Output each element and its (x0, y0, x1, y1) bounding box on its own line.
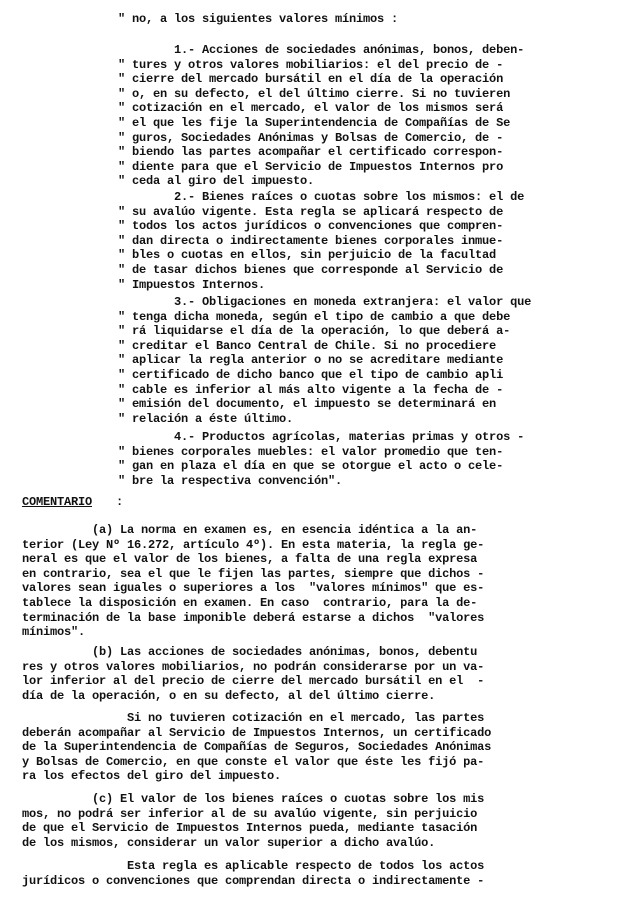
text-line: jurídicos o convenciones que comprendan directa o indirectamente - (22, 873, 485, 888)
text-line: ra los efectos del giro del impuesto. (22, 769, 282, 784)
text-line: deberán acompañar al Servicio de Impuestos Internos, un certificado (22, 725, 492, 740)
text-line: mínimos". (22, 625, 86, 640)
text-line: de los mismos, considerar un valor superior a dicho avalúo. (22, 835, 436, 850)
text-line: y Bolsas de Comercio, en que conste el valor que éste les fijó pa- (22, 754, 485, 769)
text-line: " bles o cuotas en ellos, sin perjuicio de la facultad (118, 248, 497, 263)
text-line: (a) La norma en examen es, en esencia idéntica a la an- (22, 523, 478, 537)
text-line: " aplicar la regla anterior o no se acreditare mediante (118, 353, 504, 368)
text-line: " tures y otros valores mobiliarios: el del precio de - (118, 57, 504, 72)
text-line: : (116, 495, 124, 509)
text-line: " biendo las partes acompañar el certificado correspon- (118, 145, 504, 160)
text-line: " ceda al giro del impuesto. (118, 174, 315, 189)
text-line: (b) Las acciones de sociedades anónimas, bonos, debentu (22, 645, 478, 659)
text-line: " gan en plaza el día en que se otorgue el acto o cele- (118, 459, 504, 474)
text-line: " guros, Sociedades Anónimas y Bolsas de Comercio, de - (118, 130, 504, 145)
text-line: 2.- Bienes raíces o cuotas sobre los mismos: el de (118, 190, 525, 204)
text-line: de la Superintendencia de Compañías de Seguros, Sociedades Anónimas (22, 740, 492, 755)
text-line: " el que les fije la Superintendencia de Compañías de Se (118, 116, 511, 130)
text-line: neral es que el valor de los bienes, a falta de una regla expresa (22, 552, 478, 567)
text-line: " emisión del documento, el impuesto se determinará en (118, 397, 497, 412)
text-line: " o, en su defecto, el del último cierre. Si no tuvieren (118, 86, 511, 101)
text-line: tablece la disposición en examen. En caso contrario, para la de- (22, 596, 478, 610)
text-line: terior (Ley Nº 16.272, artículo 4º). En esta materia, la regla ge- (22, 537, 485, 552)
text-line: " diente para que el Servicio de Impuestos Internos pro (118, 159, 504, 174)
text-line: " todos los actos jurídicos o convenciones que compren- (118, 219, 504, 234)
text-line: " Impuestos Internos. (118, 277, 266, 292)
text-line: res y otros valores mobiliarios, no podrán considerarse por un va- (22, 659, 485, 674)
text-line: día de la operación, o en su defecto, al del último cierre. (22, 688, 436, 703)
text-line: Si no tuvieren cotización en el mercado, las partes (22, 711, 485, 725)
text-line: " bienes corporales muebles: el valor promedio que ten- (118, 444, 504, 459)
text-line: valores sean iguales o superiores a los "valores mínimos" que es- (22, 581, 485, 596)
text-line: " su avalúo vigente. Esta regla se aplicará respecto de (118, 204, 504, 219)
text-line: " no, a los siguientes valores mínimos : (118, 12, 399, 26)
text-line: lor inferior al del precio de cierre del mercado bursátil en el - (22, 674, 485, 689)
text-line: de que el Servicio de Impuestos Internos pueda, mediante tasación (22, 821, 478, 836)
text-line: " creditar el Banco Central de Chile. Si no procediere (118, 338, 497, 353)
text-line: 4.- Productos agrícolas, materias primas y otros - (118, 430, 525, 444)
text-line: " rá liquidarse el día de la operación, lo que deberá a- (118, 324, 511, 339)
text-line: (c) El valor de los bienes raíces o cuotas sobre los mis (22, 792, 485, 806)
text-line: " dan directa o indirectamente bienes corporales inmue- (118, 233, 504, 248)
text-line: " bre la respectiva convención". (118, 473, 343, 488)
text-line: " cotización en el mercado, el valor de los mismos será (118, 101, 504, 116)
text-line: en contrario, sea el que le fijen las partes, siempre que dichos - (22, 566, 485, 581)
text-line: " relación a éste último. (118, 411, 294, 426)
text-line: " cierre del mercado bursátil en el día de la operación (118, 72, 504, 87)
text-line: 1.- Acciones de sociedades anónimas, bonos, deben- (118, 43, 525, 57)
text-line: 3.- Obligaciones en moneda extranjera: el valor que (118, 295, 532, 309)
text-line: COMENTARIO (22, 495, 93, 509)
text-line: mos, no podrá ser inferior al de su avalúo vigente, sin perjuicio (22, 806, 478, 821)
text-line: " tenga dicha moneda, según el tipo de cambio a que debe (118, 309, 511, 324)
text-line: " certificado de dicho banco que el tipo de cambio apli (118, 368, 504, 382)
text-line: Esta regla es aplicable respecto de todos los actos (22, 859, 485, 873)
text-line: " cable es inferior al más alto vigente a la fecha de - (118, 382, 504, 397)
text-line: " de tasar dichos bienes que corresponde al Servicio de (118, 263, 504, 277)
text-line: terminación de la base imponible deberá estarse a dichos "valores (22, 610, 485, 625)
